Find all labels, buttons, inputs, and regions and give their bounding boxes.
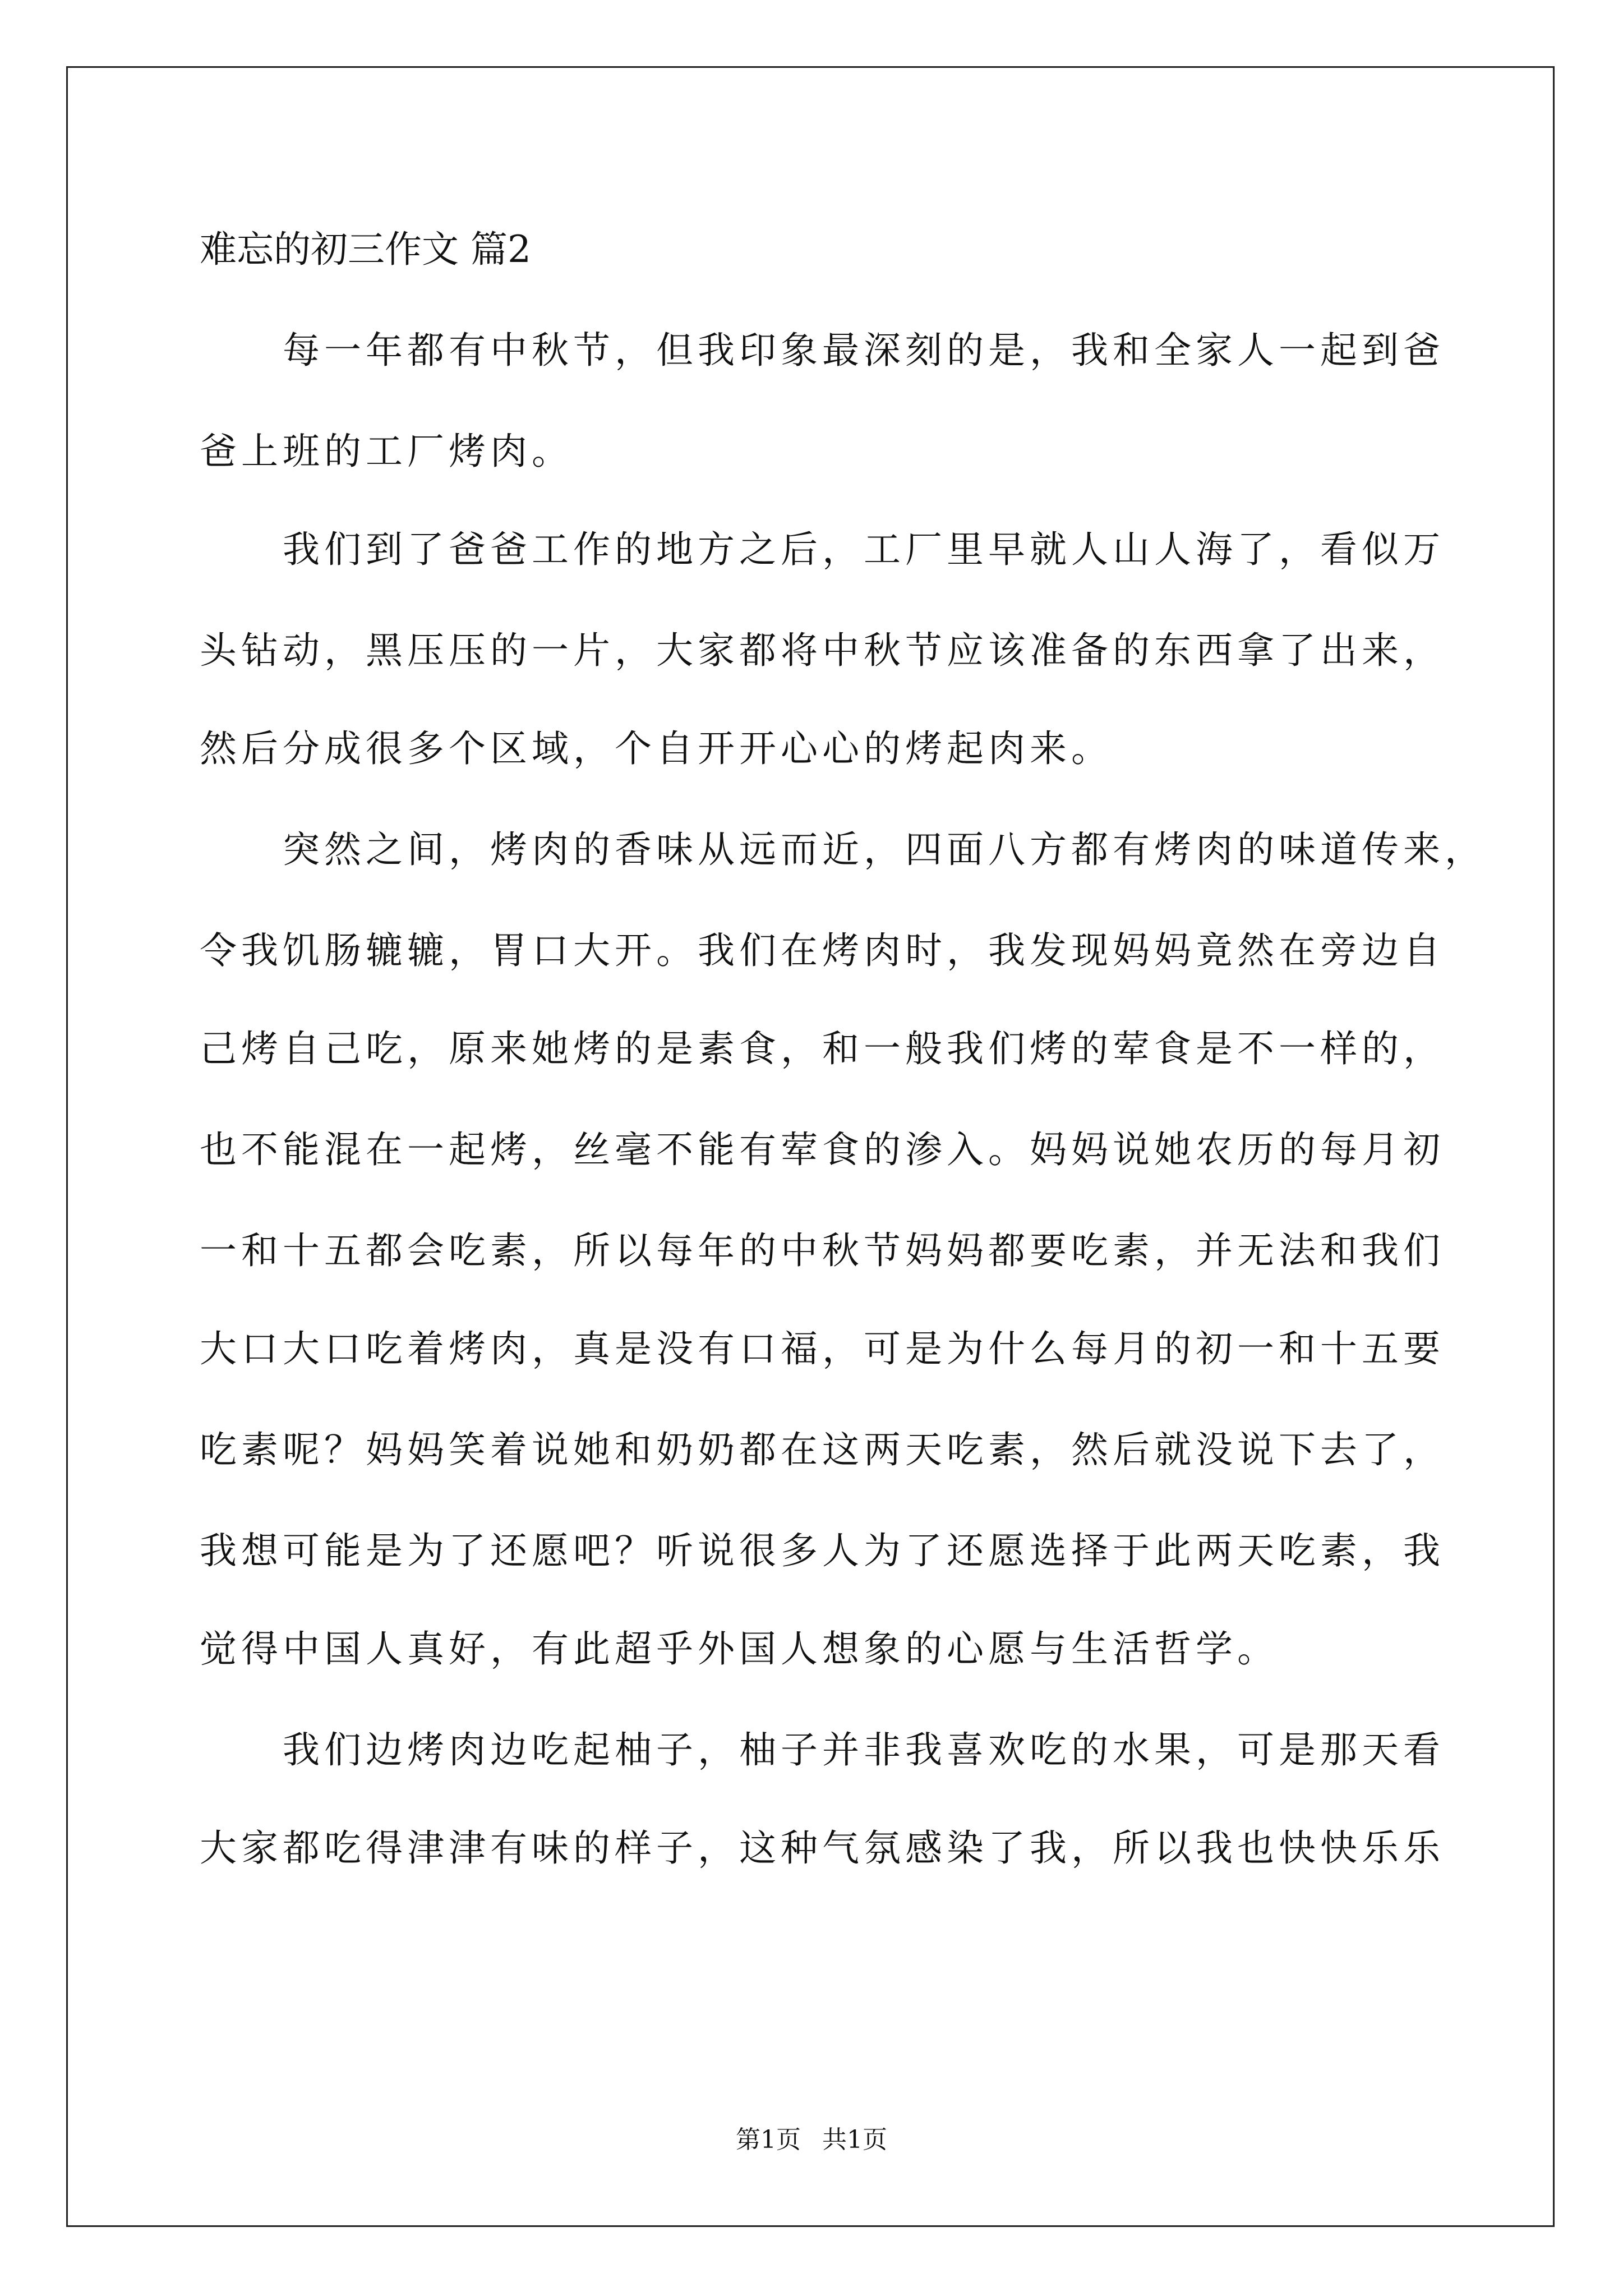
text-line: 觉得中国人真好，有此超乎外国人想象的心愿与生活哲学。	[200, 1627, 1279, 1671]
text-line: 然后分成很多个区域，个自开开心心的烤起肉来。	[200, 727, 1113, 770]
text-line: 头钻动，黑压压的一片，大家都将中秋节应该准备的东西拿了出来，	[200, 629, 1445, 672]
page-footer	[0, 2123, 1623, 2157]
text-line: 爸上班的工厂烤肉。	[200, 430, 573, 473]
text-line: 我们到了爸爸工作的地方之后，工厂里早就人山人海了，看似万	[283, 528, 1445, 571]
text-line: 我们边烤肉边吃起柚子，柚子并非我喜欢吃的水果，可是那天看	[283, 1728, 1445, 1772]
text-line: 一和十五都会吃素，所以每年的中秋节妈妈都要吃素，并无法和我们	[200, 1229, 1445, 1272]
text-line: 每一年都有中秋节，但我印象最深刻的是，我和全家人一起到爸	[283, 329, 1445, 372]
text-line: 大口大口吃着烤肉，真是没有口福，可是为什么每月的初一和十五要	[200, 1327, 1445, 1370]
text-line: 也不能混在一起烤，丝毫不能有荤食的渗入。妈妈说她农历的每月初	[200, 1128, 1445, 1171]
text-line: 吃素呢？妈妈笑着说她和奶奶都在这两天吃素，然后就没说下去了，	[200, 1428, 1445, 1471]
text-line: 大家都吃得津津有味的样子，这种气氛感染了我，所以我也快快乐乐	[200, 1826, 1445, 1870]
text-line: 令我饥肠辘辘，胃口大开。我们在烤肉时，我发现妈妈竟然在旁边自	[200, 929, 1445, 972]
page-number: 第1页	[736, 2125, 801, 2154]
text-line: 突然之间，烤肉的香味从远而近，四面八方都有烤肉的味道传来，	[283, 828, 1486, 871]
document-title: 难忘的初三作文 篇2	[200, 228, 531, 271]
text-line: 己烤自己吃，原来她烤的是素食，和一般我们烤的荤食是不一样的，	[200, 1027, 1445, 1070]
text-line: 我想可能是为了还愿吧？听说很多人为了还愿选择于此两天吃素，我	[200, 1529, 1445, 1572]
page-total: 共1页	[822, 2125, 887, 2154]
